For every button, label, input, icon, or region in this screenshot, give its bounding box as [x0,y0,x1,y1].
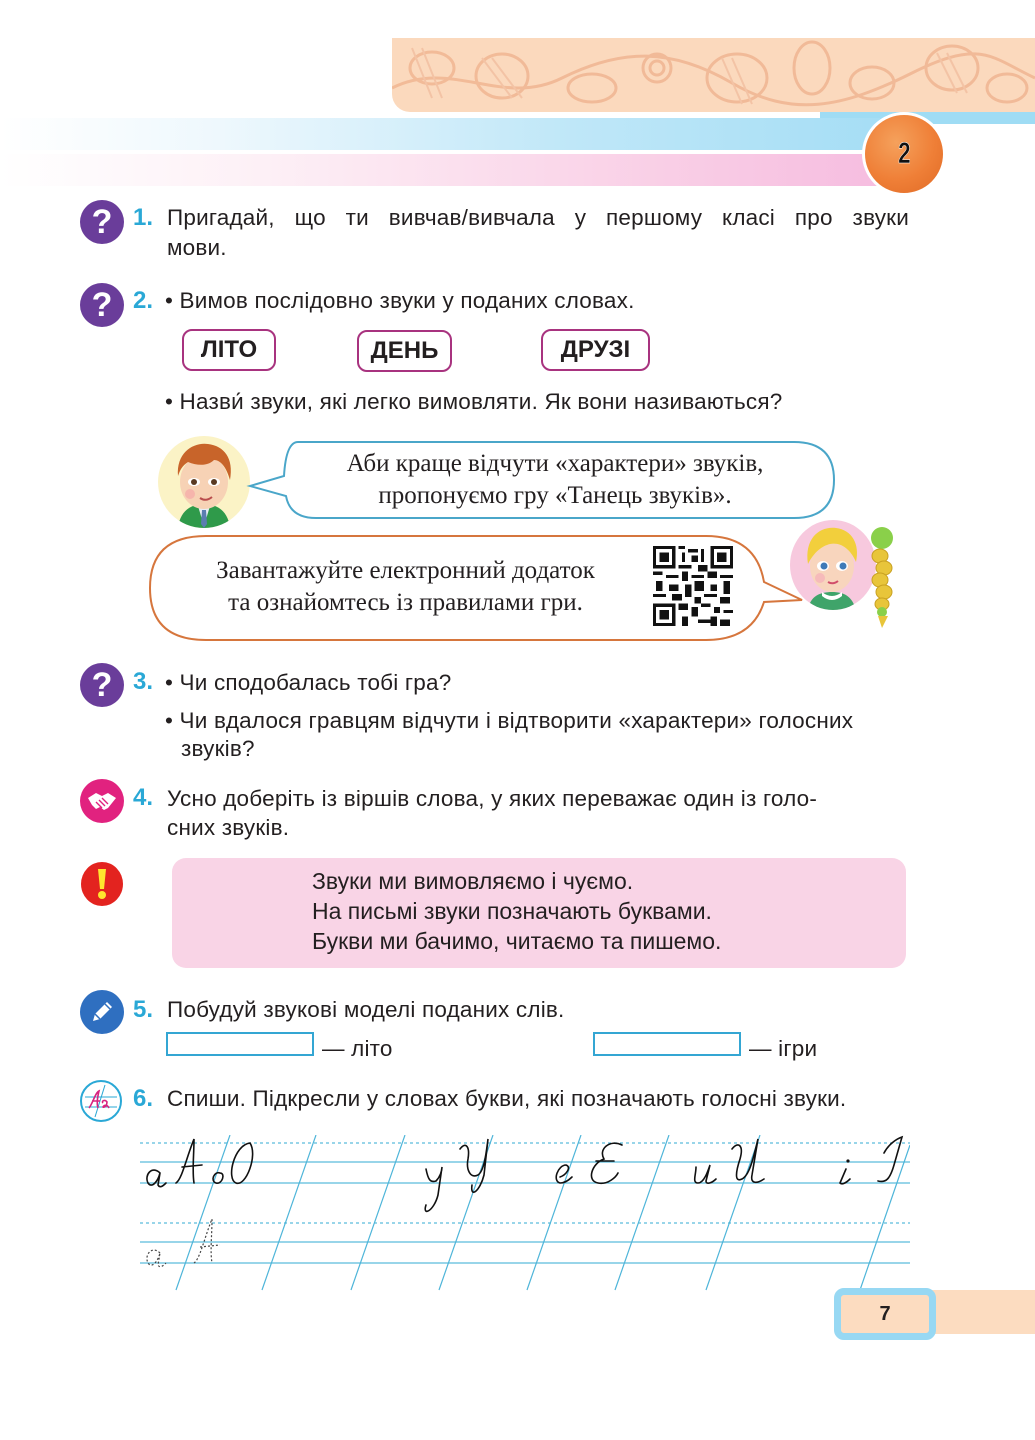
task-1-text-line2: мови. [167,235,227,260]
task-number: 4. [133,784,154,811]
task-3-bullet-2-line2: звуків? [181,736,255,761]
girl-braid-icon [862,526,904,630]
task-number: 3. [133,668,154,695]
sound-model-label-lito: — літо [322,1036,393,1061]
chapter-badge [862,112,946,196]
rule-line-2: На письмі звуки позначають буквами. [312,898,712,924]
boy-speech-line-1: Аби краще відчути «характери» звуків, [346,450,764,477]
task-5-text: Побудуй звукові моделі поданих слів. [167,997,565,1022]
girl-speech-line-2: та ознайомтесь із правилами гри. [228,589,583,616]
task-6-text: Спиши. Підкресли у словах букви, які позначають голосні звуки. [167,1086,847,1111]
word-card-den: ДЕНЬ [357,330,452,372]
handshake-icon [80,779,124,823]
task-number: 2. [133,287,154,314]
rule-line-1: Звуки ми вимовляємо і чуємо. [312,868,634,894]
task-2-bullet-1: • Вимов послідовно звуки у поданих словах. [165,288,635,313]
chapter-number: 2 [897,137,911,170]
rule-line-3: Букви ми бачимо, читаємо та пишемо. [312,928,722,954]
question-icon: ? [80,200,124,244]
task-4-text-line2: сних звуків. [167,815,290,840]
exclamation-icon [81,862,123,906]
task-4-text-line1: Усно доберіть із віршів слова, у яких переважає один із голо- [167,786,818,811]
sound-model-label-ihry: — ігри [749,1036,818,1061]
boy-illustration-icon [158,436,250,528]
sound-model-input-lito[interactable] [166,1032,314,1056]
boy-speech-line-2: пропонуємо гру «Танець звуків». [378,482,732,509]
question-icon: ? [80,283,124,327]
handwriting-icon [80,1080,122,1122]
floral-ornament-icon [392,38,1035,112]
word-card-druzi: ДРУЗІ [541,329,650,371]
word-card-lito: ЛІТО [182,329,276,371]
sound-model-input-ihry[interactable] [593,1032,741,1056]
pencil-icon [80,990,124,1034]
task-3-bullet-1: • Чи сподобалась тобі гра? [165,670,452,695]
task-number: 5. [133,996,154,1023]
qr-code-icon[interactable] [653,546,733,626]
girl-speech-line-1: Завантажуйте електронний додаток [216,557,595,584]
task-2-bullet-2: • Назви́ звуки, які легко вимовляти. Як вони називаються? [165,389,783,414]
task-3-bullet-2-line1: • Чи вдалося гравцям відчути і відтворити «характери» голосних [165,708,854,733]
task-number: 1. [133,204,154,231]
page-number: 7 [834,1288,936,1340]
task-1-text-line1: Пригадай, що ти вивчав/вивчала у першому класі про звуки [167,205,909,230]
header-ornament-band [392,38,1035,112]
question-icon: ? [80,663,124,707]
boy-avatar [158,436,250,528]
header-pink-stripe [0,154,880,186]
task-number: 6. [133,1085,154,1112]
copybook-ruled-lines[interactable] [140,1135,910,1295]
header-blue-stripe [0,118,880,150]
